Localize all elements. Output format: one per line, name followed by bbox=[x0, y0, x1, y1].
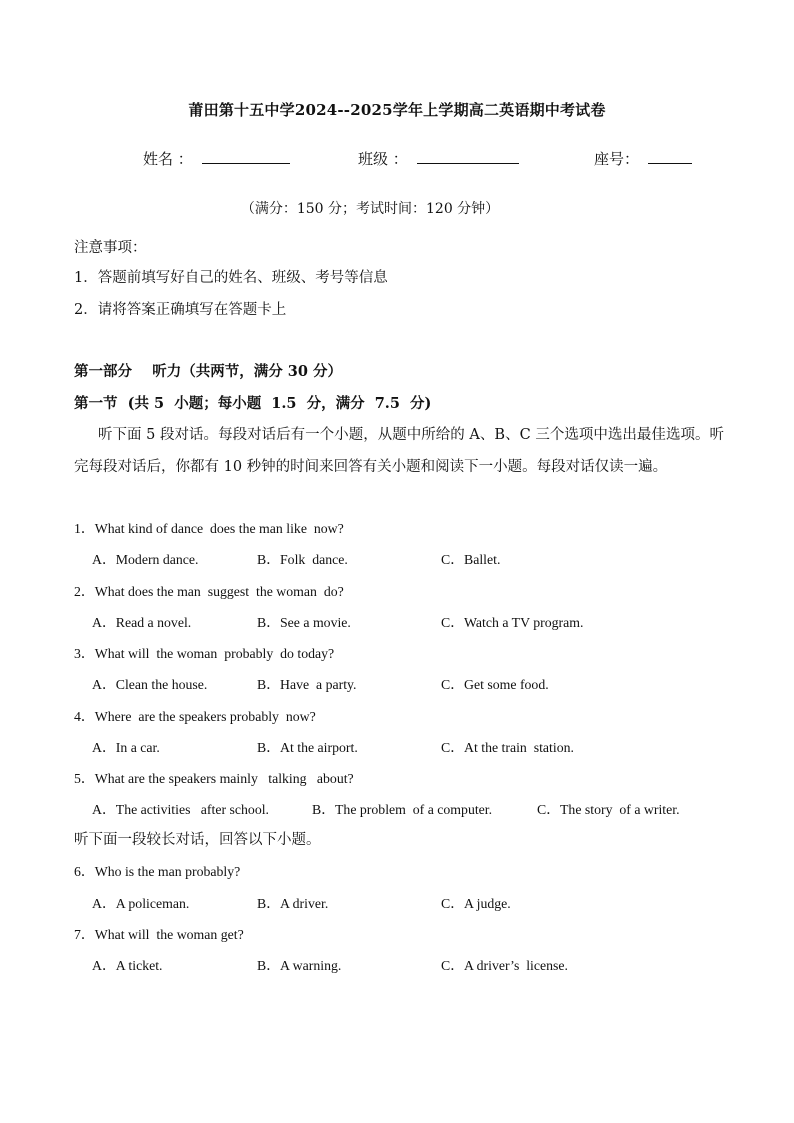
notes-title: 注意事项： bbox=[74, 240, 147, 256]
seat-label: 座号： bbox=[594, 150, 640, 168]
note-item: 1．答题前填写好自己的姓名、班级、考号等信息 bbox=[74, 270, 388, 286]
exam-title: 莆田第十五中学2024--2025学年上学期高二英语期中考试卷 bbox=[188, 101, 606, 119]
listening-instructions: 听下面 5 段对话。每段对话后有一个小题，从题中所给的 A、B、C 三个选项中选出最佳选项。听完每段对话后，你都有 10 秒钟的时间来回答有关小题和阅读下一小题。每段对话仅读一遍。 bbox=[74, 427, 724, 475]
option-b: B．At the airport. bbox=[257, 740, 358, 755]
option-b: B．See a movie. bbox=[257, 615, 351, 630]
seat-field bbox=[594, 148, 692, 169]
section1-title: 第一节 (共 5 小题；每小题 1.5 分，满分 7.5 分) bbox=[74, 395, 432, 412]
note-item: 2．请将答案正确填写在答题卡上 bbox=[74, 302, 287, 318]
option-a: A．In a car. bbox=[92, 740, 160, 755]
option-b: B．Folk dance. bbox=[257, 552, 348, 567]
option-a: A．The activities after school. bbox=[92, 802, 270, 817]
option-c: C．The story of a writer. bbox=[537, 802, 680, 817]
option-a: A．Clean the house. bbox=[92, 677, 208, 692]
question-stem: 5．What are the speakers mainly talking about? bbox=[74, 771, 354, 786]
option-c: C．At the train station. bbox=[441, 740, 574, 755]
option-b: B．The problem of a computer. bbox=[312, 802, 493, 817]
option-c: C．Watch a TV program. bbox=[441, 615, 584, 630]
option-a: A．A ticket. bbox=[92, 958, 163, 973]
long-dialogue-instruction: 听下面一段较长对话，回答以下小题。 bbox=[74, 832, 321, 848]
option-c: C．A judge. bbox=[441, 896, 511, 911]
question-stem: 6．Who is the man probably? bbox=[74, 864, 241, 879]
class-label: 班级 ： bbox=[358, 150, 408, 168]
question-stem: 2．What does the man suggest the woman do? bbox=[74, 584, 344, 599]
question-stem: 4．Where are the speakers probably now? bbox=[74, 709, 316, 724]
name-label: 姓名 ： bbox=[143, 150, 193, 168]
option-c: C．A driver’s license. bbox=[441, 958, 568, 973]
option-a: A．Modern dance. bbox=[92, 552, 199, 567]
seat-blank-line bbox=[648, 148, 692, 164]
option-a: A．Read a novel. bbox=[92, 615, 192, 630]
option-b: B．A warning. bbox=[257, 958, 342, 973]
option-a: A．A policeman. bbox=[92, 896, 190, 911]
class-blank-line bbox=[417, 148, 519, 164]
name-field bbox=[143, 148, 290, 169]
class-field bbox=[358, 148, 519, 169]
option-b: B．Have a party. bbox=[257, 677, 357, 692]
option-c: C．Get some food. bbox=[441, 677, 549, 692]
option-b: B．A driver. bbox=[257, 896, 329, 911]
question-stem: 1．What kind of dance does the man like now? bbox=[74, 521, 344, 536]
name-blank-line bbox=[202, 148, 290, 164]
part1-title: 第一部分 听力（共两节，满分 30 分） bbox=[74, 363, 342, 380]
option-c: C．Ballet. bbox=[441, 552, 501, 567]
question-stem: 7．What will the woman get? bbox=[74, 927, 244, 942]
score-info: （满分：150 分；考试时间：120 分钟） bbox=[240, 201, 500, 217]
question-stem: 3．What will the woman probably do today? bbox=[74, 646, 335, 661]
